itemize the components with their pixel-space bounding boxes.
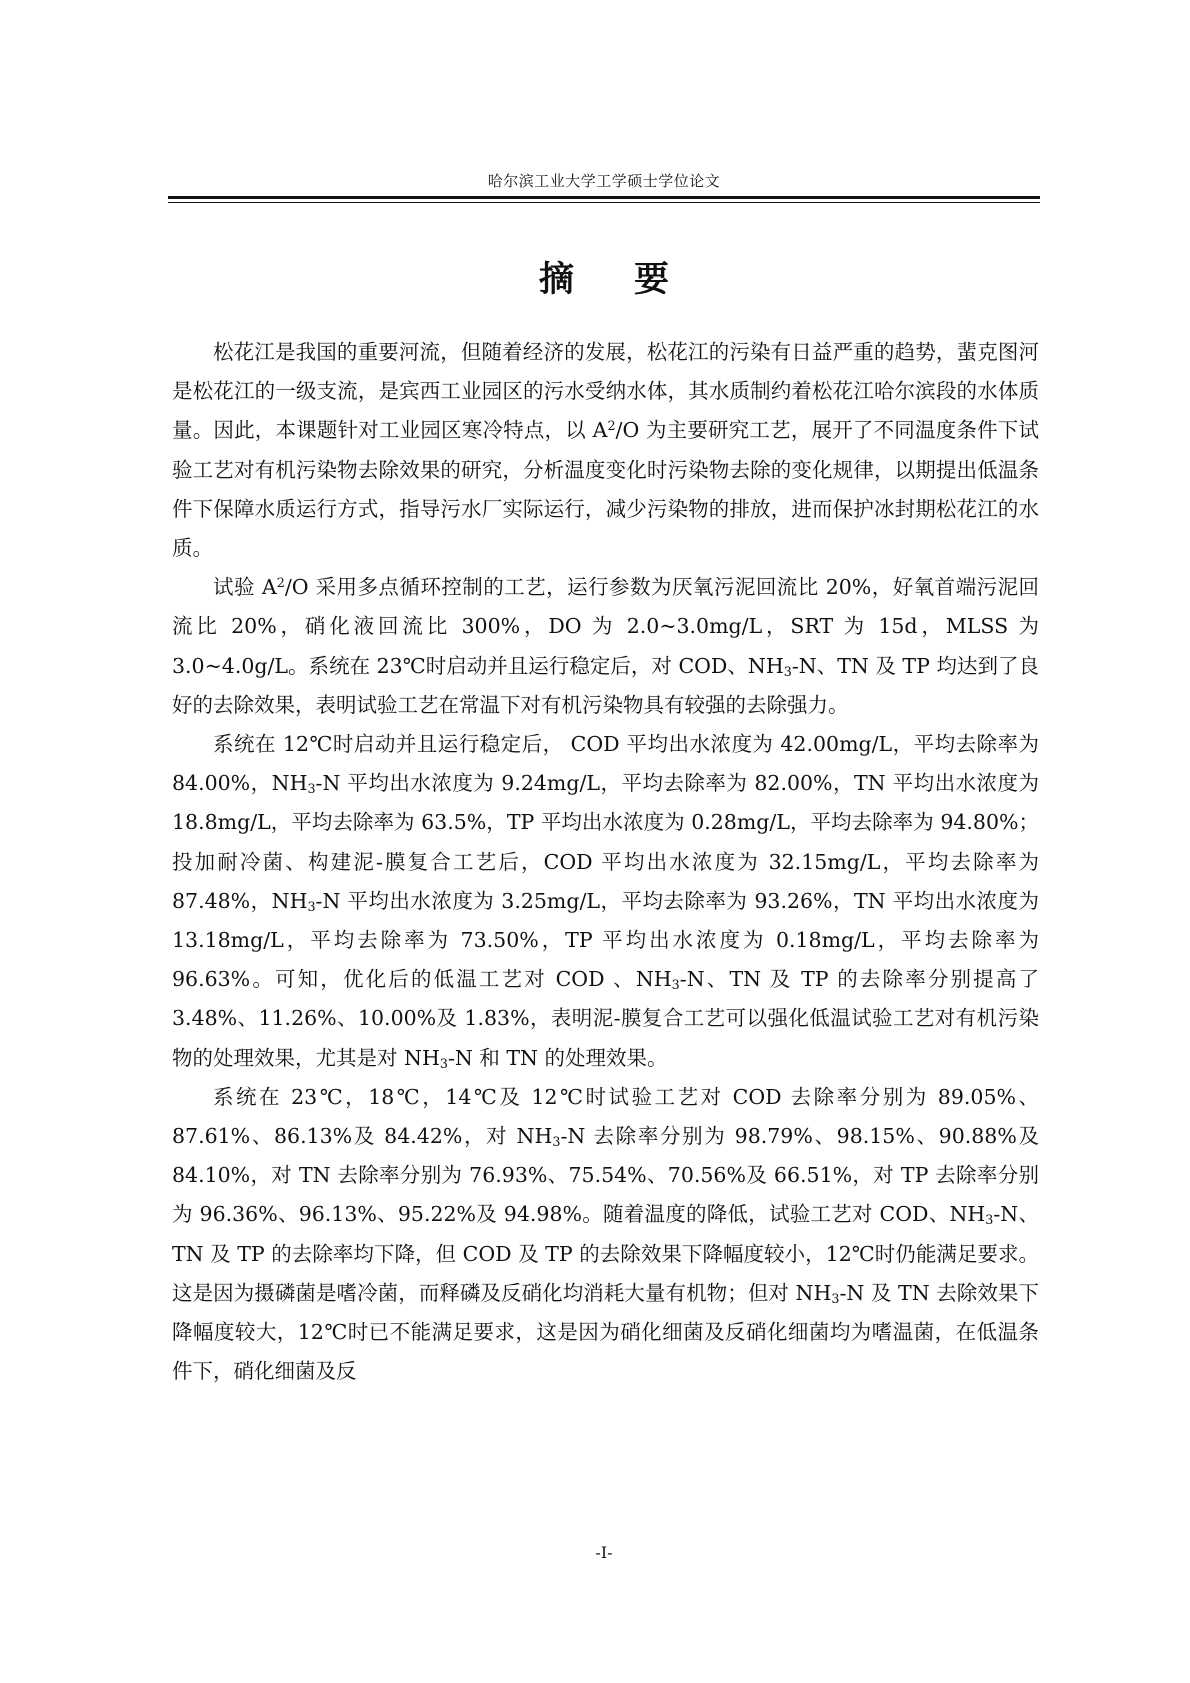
paragraph-text: 系统在 23℃，18℃，14℃及 12℃时试验工艺对 COD 去除率分别为 89.05%、87.61%、86.13%及 84.42%，对 NH [172, 1084, 1039, 1149]
paragraph-text: /O 采用多点循环控制的工艺，运行参数为厌氧污泥回流比 20%，好氧首端污泥回流比 20%，硝化液回流比 300%，DO 为 2.0~3.0mg/L，SRT 为 15d，MLSS 为 3.0~4.0g/L。系统在 23℃时启动并且运行稳定后，对 COD、NH [172, 575, 1040, 678]
subscript-text: 3 [671, 977, 680, 993]
subscript-text: 3 [783, 663, 792, 679]
page-header: 哈尔滨工业大学工学硕士学位论文 [487, 172, 721, 190]
section-title: 摘要 [538, 260, 729, 300]
page-number: -I- [595, 1543, 613, 1562]
subscript-text: 3 [307, 899, 316, 915]
abstract-paragraph [172, 568, 1039, 725]
subscript-text: 3 [985, 1212, 994, 1228]
header-rule-thin [168, 202, 1040, 203]
abstract-body [172, 333, 1039, 1391]
paragraph-text: -N 平均出水浓度为 9.24mg/L，平均去除率为 82.00%，TN 平均出水浓度为 18.8mg/L，平均去除率为 63.5%，TP 平均出水浓度为 0.28mg/L，平均去除率为 94.80%；投加耐冷菌、构建泥-膜复合工艺后，COD 平均出水浓度为 32.15mg/L，平均去除率为 87.48%，NH [172, 771, 1039, 913]
subscript-text: 3 [831, 1291, 840, 1307]
abstract-paragraph [172, 1078, 1039, 1392]
paragraph-text: 松花江是我国的重要河流，但随着经济的发展，松花江的污染有日益严重的趋势，蜚克图河是松花江的一级支流，是宾西工业园区的污水受纳水体，其水质制约着松花江哈尔滨段的水体质量。因此，本课题针对工业园区寒冷特点，以 A [172, 340, 1039, 443]
paragraph-text: -N、TN 及 TP 的去除率分别提高了 3.48%、11.26%、10.00%及 1.83%，表明泥-膜复合工艺可以强化低温试验工艺对有机污染物的处理效果，尤其是对 NH [172, 967, 1039, 1070]
paragraph-text: -N 去除率分别为 98.79%、98.15%、90.88%及 84.10%，对 TN 去除率分别为 76.93%、75.54%、70.56%及 66.51%，对 TP 去除率分别为 96.36%、96.13%、95.22%及 94.98%。随着温度的降低，试验工艺对 COD、NH [172, 1124, 1039, 1227]
paragraph-text: -N 及 TN 去除效果下降幅度较大，12℃时已不能满足要求，这是因为硝化细菌及反硝化细菌均为嗜温菌，在低温条件下，硝化细菌及反 [172, 1280, 1039, 1384]
paragraph-text: /O 为主要研究工艺，展开了不同温度条件下试验工艺对有机污染物去除效果的研究，分析温度变化时污染物去除的变化规律，以期提出低温条件下保障水质运行方式，指导污水厂实际运行，减少污染物的排放，进而保护冰封期松花江的水质。 [172, 418, 1039, 561]
subscript-text: 3 [552, 1134, 561, 1150]
abstract-paragraph [172, 725, 1039, 1078]
paragraph-text: -N 平均出水浓度为 3.25mg/L，平均去除率为 93.26%，TN 平均出水浓度为 13.18mg/L，平均去除率为 73.50%，TP 平均出水浓度为 0.18mg/L，平均去除率为 96.63%。可知，优化后的低温工艺对 COD 、NH [172, 888, 1039, 992]
paragraph-text: -N、TN 及 TP 的去除率均下降，但 COD 及 TP 的去除效果下降幅度较小，12℃时仍能满足要求。这是因为摄磷菌是嗜冷菌，而释磷及反硝化均消耗大量有机物；但对 NH [172, 1202, 1039, 1305]
paragraph-text: -N 和 TN 的处理效果。 [447, 1045, 668, 1070]
paragraph-text: 系统在 12℃时启动并且运行稳定后， COD 平均出水浓度为 42.00mg/L，平均去除率为 84.00%，NH [172, 732, 1039, 796]
subscript-text: 3 [439, 1055, 448, 1071]
paragraph-text: -N、TN 及 TP 均达到了良好的去除效果，表明试验工艺在常温下对有机污染物具有较强的去除强力。 [172, 653, 1039, 717]
abstract-paragraph [172, 333, 1039, 568]
superscript-text: 2 [607, 418, 616, 434]
header-rule-thick [168, 196, 1040, 199]
superscript-text: 2 [276, 575, 285, 591]
subscript-text: 3 [307, 781, 316, 797]
paragraph-text: 试验 A [213, 575, 277, 600]
